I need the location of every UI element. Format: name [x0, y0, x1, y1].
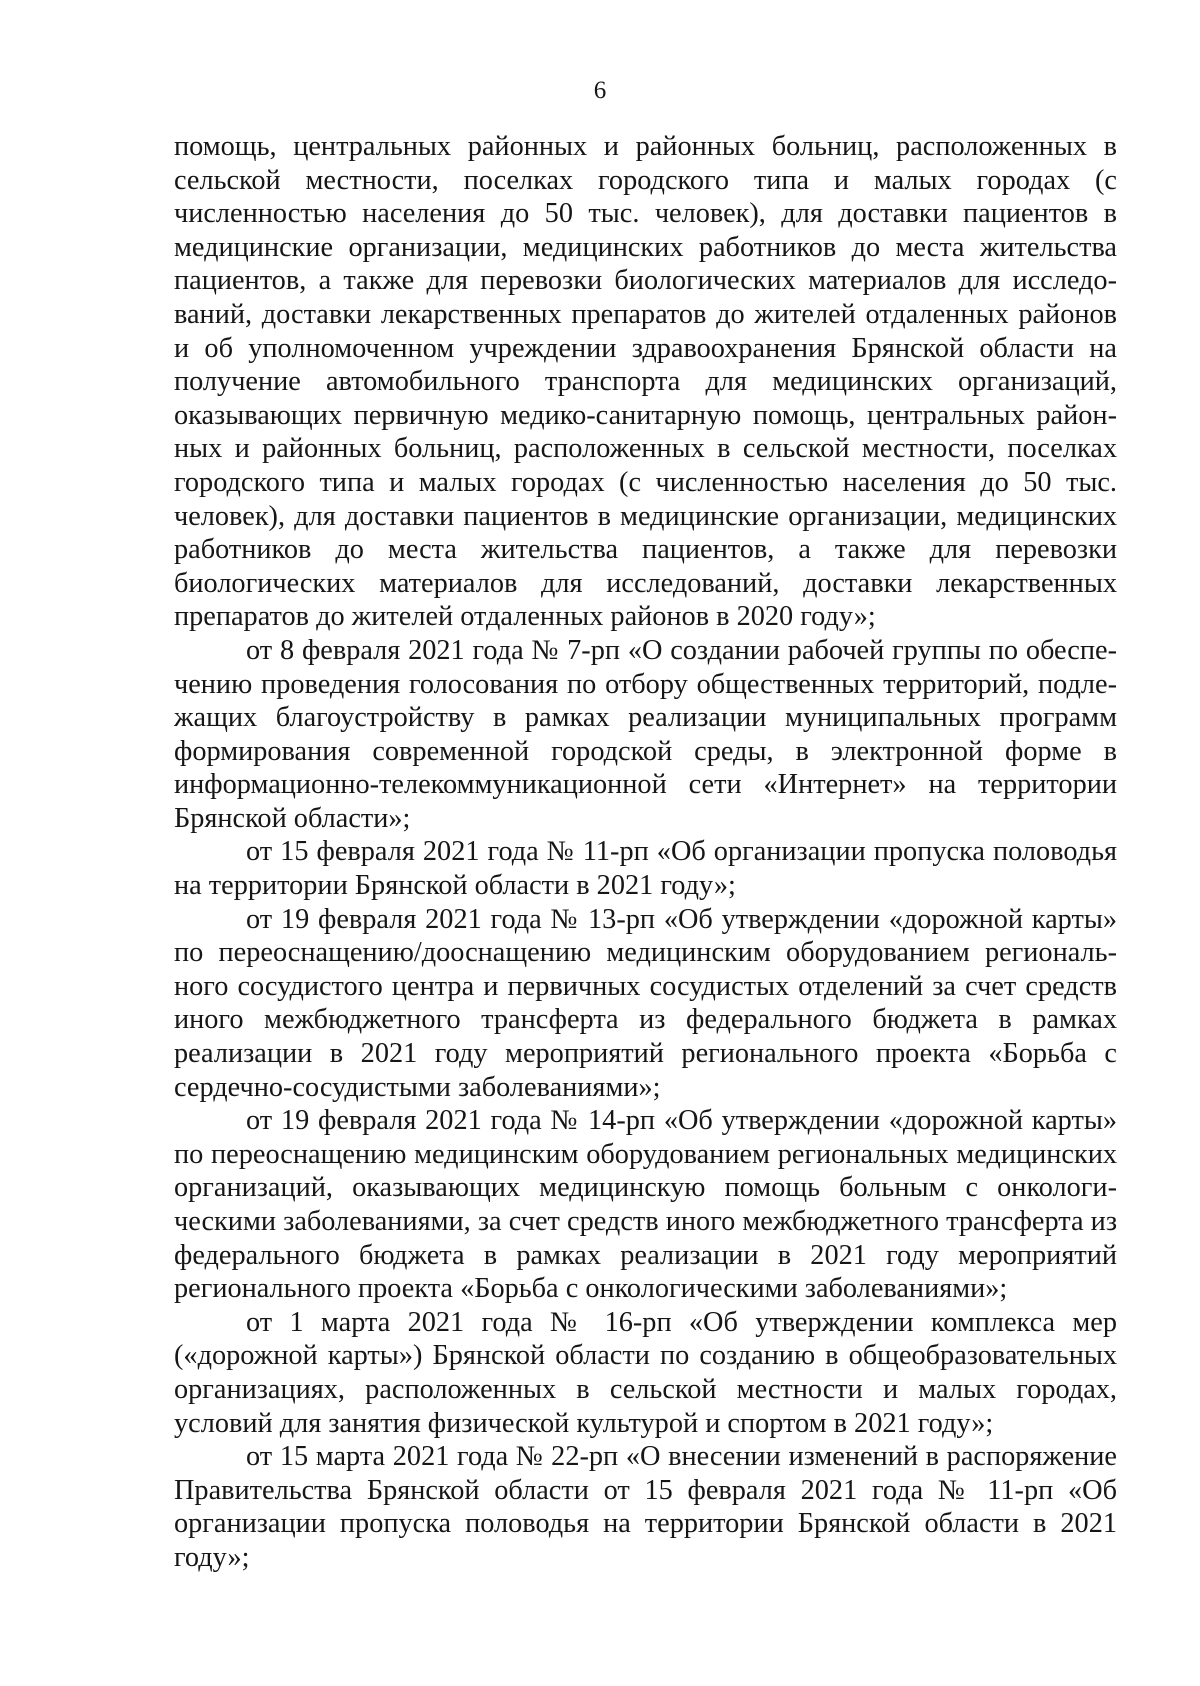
- paragraph-order-22rp: от 15 марта 2021 года № 22-рп «О внесении изменений в распоряжение Правительства Брянской области от 15 февраля 2021 года № 11-рп «Об организации пропуска половодья на территории Брянской области в 2021 году»;: [174, 1441, 1117, 1573]
- paragraph-order-13rp: от 19 февраля 2021 года № 13-рп «Об утверждении «дорожной карты» по переоснащению/дооснащению медицинским оборудованием регионального сосудистого центра и первичных сосудистых отделений за счет средств иного межбюджетного трансферта из федерального бюджета в рамках реализации в 2021 году мероприятий регионального проекта «Борьба с сердечно-сосудистыми заболеваниями»;: [174, 903, 1117, 1103]
- paragraph-order-14rp: от 19 февраля 2021 года № 14-рп «Об утверждении «дорожной карты» по переоснащению медицинским оборудованием региональных медицинских организаций, оказывающих медицинскую помощь больным с онкологическими заболеваниями, за счет средств иного межбюджетного трансферта из федерального бюджета в рамках реализации в 2021 году мероприятий регионального проекта «Борьба с онкологическими заболеваниями»;: [174, 1105, 1117, 1305]
- page-number: 6: [593, 77, 607, 104]
- paragraph-order-11rp: от 15 февраля 2021 года № 11-рп «Об организации пропуска половодья на территории Брянской области в 2021 году»;: [174, 836, 1117, 902]
- document-body: [174, 130, 1117, 1575]
- paragraph-order-16rp: от 1 марта 2021 года № 16-рп «Об утверждении комплекса мер («дорожной карты») Брянской области по созданию в общеобразовательных организациях, расположенных в сельской местности и малых городах, условий для занятия физической культурой и спортом в 2021 году»;: [174, 1306, 1117, 1439]
- paragraph-order-7rp: от 8 февраля 2021 года № 7-рп «О создании рабочей группы по обеспечению проведения голосования по отбору общественных территорий, подлежащих благоустройству в рамках реализации муниципальных программ формирования современной городской среды, в электронной форме в информационно-телекоммуникационной сети «Интернет» на территории Брянской области»;: [174, 634, 1117, 834]
- paragraph-continuation: помощь, центральных районных и районных больниц, расположенных в сельской местности, поселках городского типа и малых городах (с численностью населения до 50 тыс. человек), для доставки пациентов в медицинские организации, медицинских работников до места жительства пациентов, а также для перевозки биологических материалов для исследований, доставки лекарственных препаратов до жителей отдаленных районов и об уполномоченном учреждении здравоохранения Брянской области на получение автомобильного транспорта для медицинских организаций, оказывающих первичную медико-санитарную помощь, центральных районных и районных больниц, расположенных в сельской местности, поселках городского типа и малых городах (с численностью населения до 50 тыс. человек), для доставки пациентов в медицинские организации, медицинских работников до места жительства пациентов, а также для перевозки биологических материалов для исследований, доставки лекарственных препаратов до жителей отдаленных районов в 2020 году»;: [174, 131, 1117, 633]
